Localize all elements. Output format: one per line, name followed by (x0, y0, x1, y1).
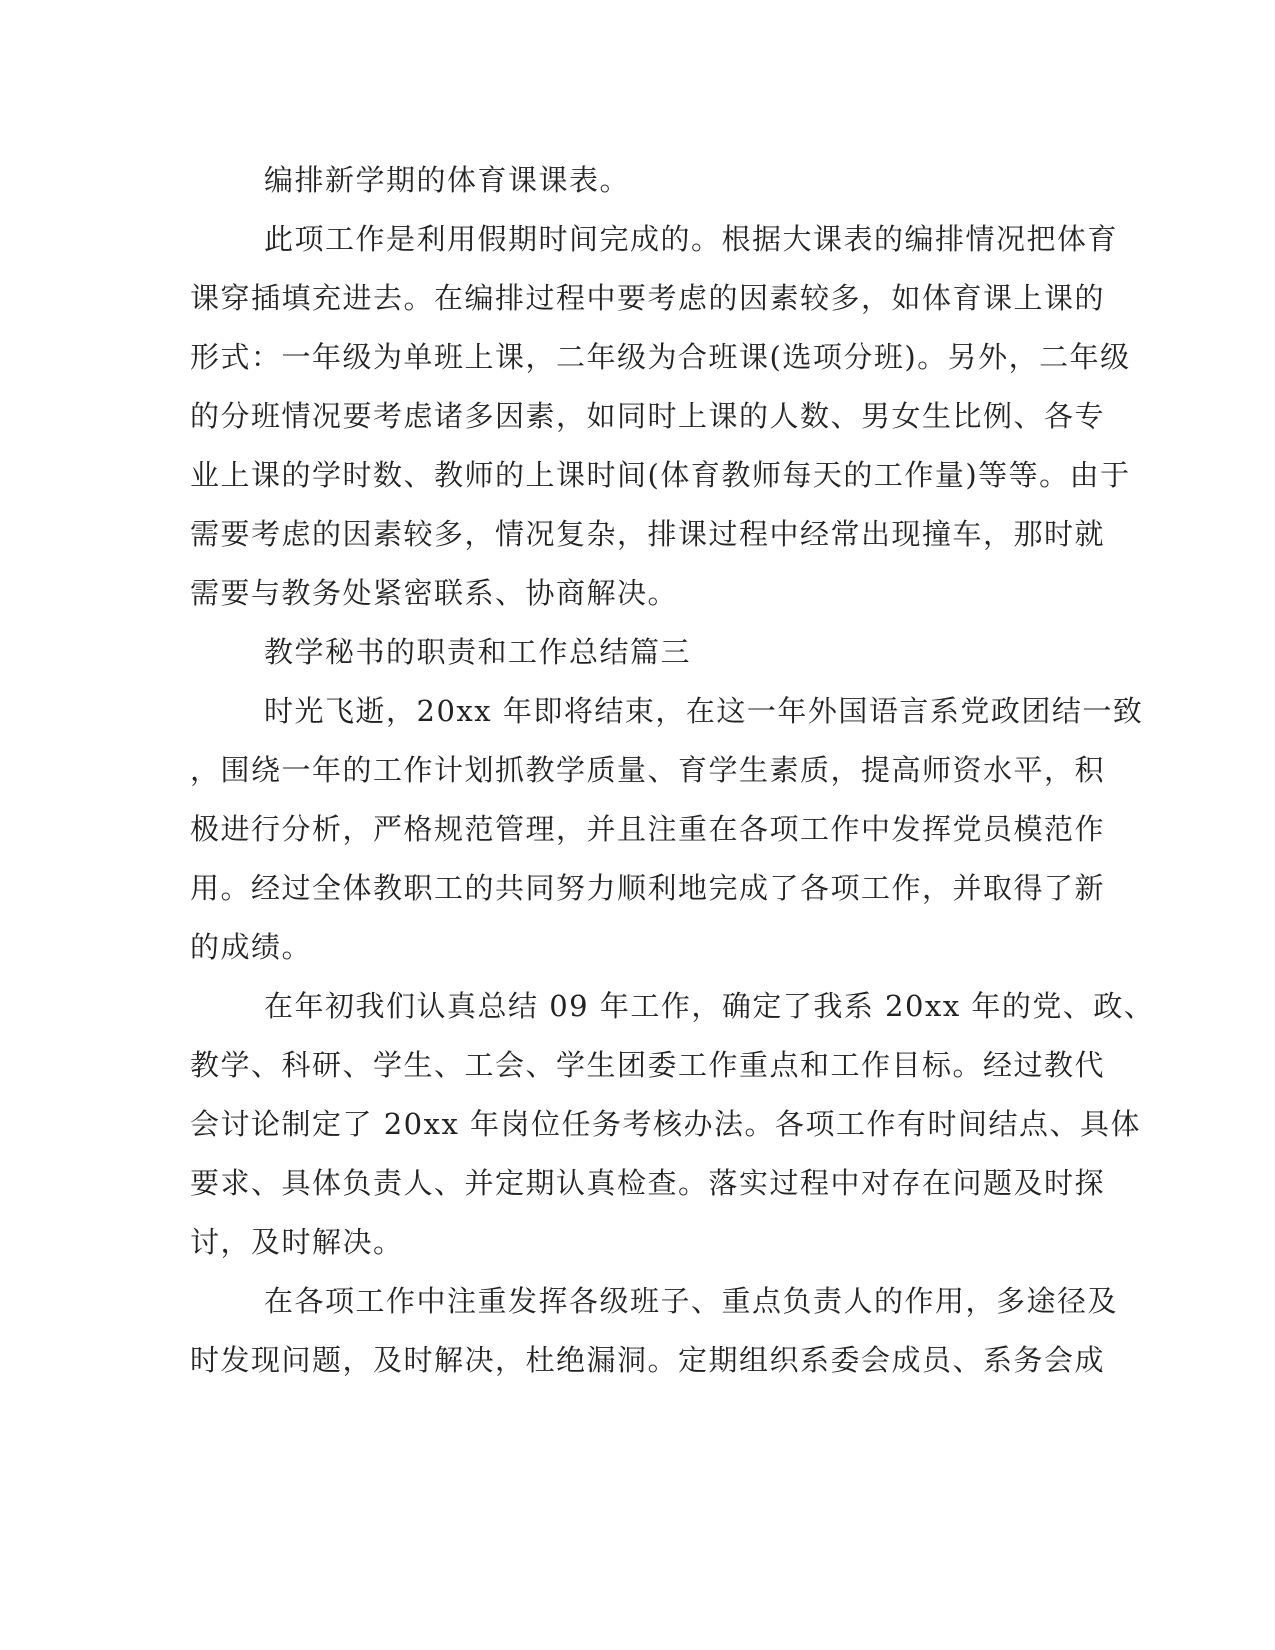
text-line: 形式：一年级为单班上课，二年级为合班课(选项分班)。另外，二年级 (190, 340, 1131, 374)
text-line: 的分班情况要考虑诸多因素，如同时上课的人数、男女生比例、各专 (190, 399, 1106, 433)
text-line: ，围绕一年的工作计划抓教学质量、育学生素质，提高师资水平，积 (190, 753, 1106, 787)
text-line: 的成绩。 (190, 930, 313, 964)
text-line: 讨，及时解决。 (190, 1225, 404, 1259)
text-line: 会讨论制定了 20xx 年岗位任务考核办法。各项工作有时间结点、具体 (190, 1107, 1142, 1141)
text-line: 课穿插填充进去。在编排过程中要考虑的因素较多，如体育课上课的 (190, 281, 1106, 315)
text-line: 此项工作是利用假期时间完成的。根据大课表的编排情况把体育 (264, 222, 1119, 256)
text-line: 要求、具体负责人、并定期认真检查。落实过程中对存在问题及时探 (190, 1166, 1106, 1200)
text-line: 教学、科研、学生、工会、学生团委工作重点和工作目标。经过教代 (190, 1048, 1106, 1082)
text-line: 在各项工作中注重发挥各级班子、重点负责人的作用，多途径及 (264, 1284, 1119, 1318)
text-line: 编排新学期的体育课课表。 (264, 163, 631, 197)
text-line: 在年初我们认真总结 09 年工作，确定了我系 20xx 年的党、政、 (264, 989, 1155, 1023)
text-line: 需要考虑的因素较多，情况复杂，排课过程中经常出现撞车，那时就 (190, 517, 1106, 551)
section-heading: 教学秘书的职责和工作总结篇三 (264, 635, 692, 669)
text-line: 业上课的学时数、教师的上课时间(体育教师每天的工作量)等等。由于 (190, 458, 1131, 492)
text-line: 时发现问题，及时解决，杜绝漏洞。定期组织系委会成员、系务会成 (190, 1343, 1106, 1377)
text-line: 用。经过全体教职工的共同努力顺利地完成了各项工作，并取得了新 (190, 871, 1106, 905)
text-line: 需要与教务处紧密联系、协商解决。 (190, 576, 679, 610)
text-line: 极进行分析，严格规范管理，并且注重在各项工作中发挥党员模范作 (190, 812, 1106, 846)
text-line: 时光飞逝，20xx 年即将结束，在这一年外国语言系党政团结一致 (264, 694, 1144, 728)
